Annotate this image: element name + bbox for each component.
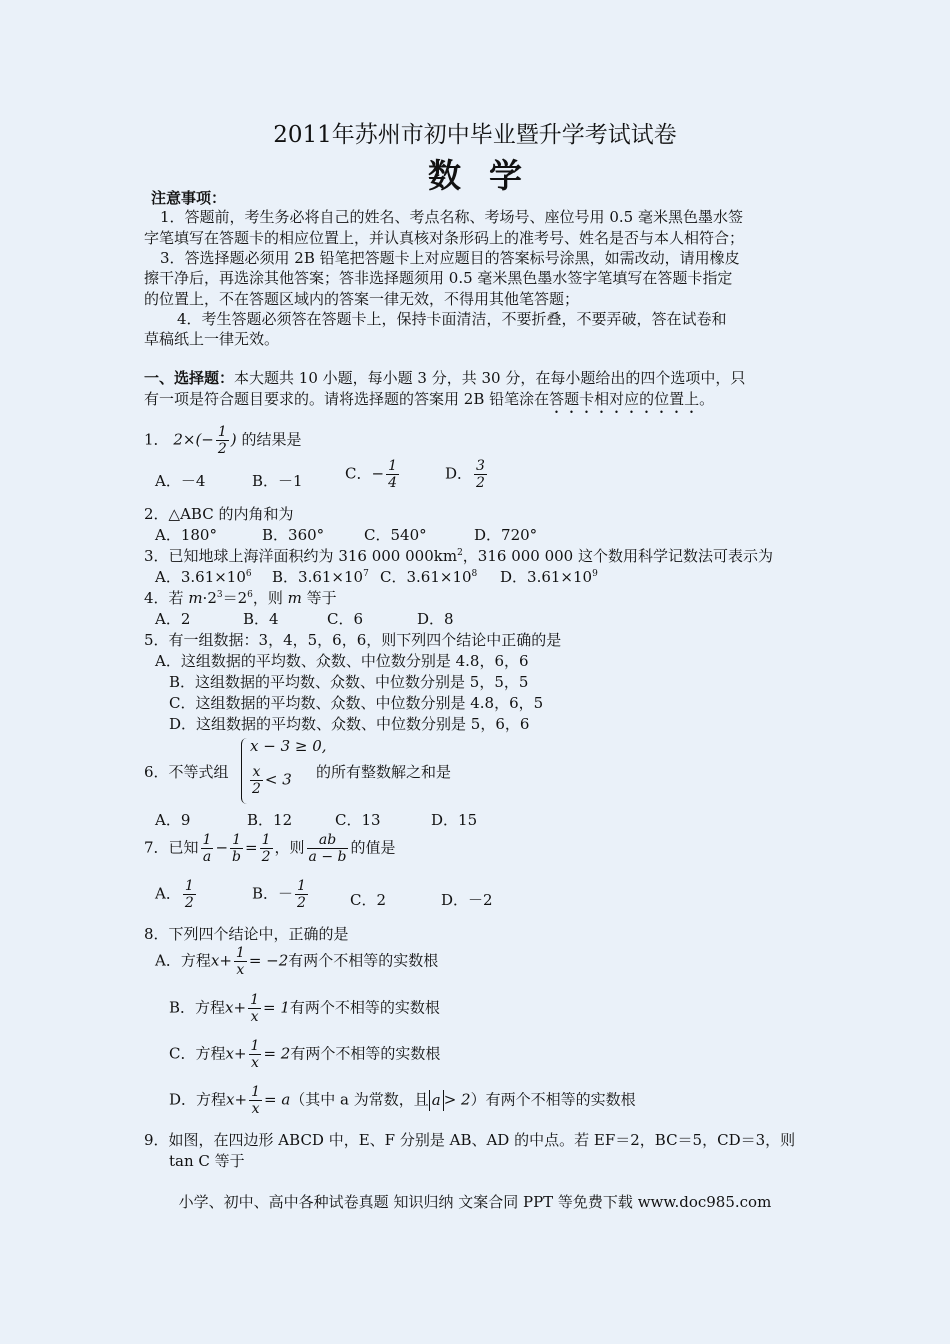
notice-line: 3．答选择题必须用 2B 铅笔把答题卡上对应题目的答案标号涂黑，如需改动，请用橡皮	[160, 249, 740, 267]
question-4-option-d: D．8	[417, 610, 454, 628]
question-5-option-b: B．这组数据的平均数、众数、中位数分别是 5，5，5	[169, 673, 529, 691]
question-8-option-c: C．方程x+ $\frac{1}{x}$ = 2有两个不相等的实数根	[169, 1038, 441, 1071]
notice-line: 1．答题前，考生务必将自己的姓名、考点名称、考场号、座位号用 0.5 毫米黑色墨水签	[160, 208, 743, 226]
question-3-option-d: D．$3.61\times 10^9$	[500, 568, 598, 586]
section1-line2: 有一项是符合题目要求的。请将选择题的答案用 2B 铅笔涂在答题卡相对应的位置上。	[144, 390, 715, 408]
question-3-option-c: C．$3.61\times 10^8$	[380, 568, 478, 586]
question-4-option-b: B．4	[243, 610, 279, 628]
question-6-stem: 6．不等式组	[144, 763, 229, 781]
question-8-option-b: B．方程x+ $\frac{1}{x}$ = 1有两个不相等的实数根	[169, 992, 440, 1025]
notice-line: 草稿纸上一律无效。	[144, 330, 280, 348]
question-7-option-d: D．－2	[441, 891, 493, 909]
section1-label: 一、选择题：	[144, 369, 235, 387]
question-7-option-a: A． $\frac{1}{2}$	[155, 878, 194, 911]
footer-text: 小学、初中、高中各种试卷真题 知识归纳 文案合同 PPT 等免费下载 www.doc985.com	[178, 1193, 772, 1211]
question-8-option-a: A．方程x+ $\frac{1}{x}$ = −2有两个不相等的实数根	[155, 945, 439, 978]
question-4-option-a: A．2	[155, 610, 191, 628]
inequality-1: x − 3 ≥ 0,	[250, 737, 327, 755]
question-1-option-d: D． $\frac{3}{2}$	[445, 458, 485, 491]
question-8-stem: 8．下列四个结论中，正确的是	[144, 925, 349, 943]
question-7-option-b: B．－ $\frac{1}{2}$	[252, 878, 306, 911]
question-2-stem: 2．△ABC 的内角和为	[144, 505, 294, 523]
question-5-option-a: A．这组数据的平均数、众数、中位数分别是 4.8，6，6	[155, 652, 529, 670]
question-2-option-d: D．720°	[474, 526, 538, 544]
question-4-option-c: C．6	[327, 610, 364, 628]
inequality-brace	[241, 738, 250, 804]
question-6-option-c: C．13	[335, 811, 381, 829]
question-7-stem: 7．已知 $\frac{1}{a}$ − $\frac{1}{b}$ = $\frac{1}{2}$ ，则 $\frac{ab}{a - b}$ 的值是	[144, 832, 396, 865]
notice-line: 的位置上，不在答题区域内的答案一律无效，不得用其他笔答题；	[144, 290, 580, 308]
question-5-option-c: C．这组数据的平均数、众数、中位数分别是 4.8，6，5	[169, 694, 544, 712]
question-5-option-d: D．这组数据的平均数、众数、中位数分别是 5，6，6	[169, 715, 530, 733]
notice-line: 字笔填写在答题卡的相应位置上，并认真核对条形码上的准考号、姓名是否与本人相符合；	[144, 229, 745, 247]
exam-title: 2011年苏州市初中毕业暨升学考试试卷	[273, 122, 677, 148]
notice-heading: 注意事项：	[151, 189, 227, 207]
question-1-option-b: B．－1	[252, 472, 303, 490]
notice-line: 擦干净后，再选涂其他答案；答非选择题须用 0.5 毫米黑色墨水签字笔填写在答题卡指定	[144, 269, 733, 287]
subject-title: 数学	[428, 156, 550, 195]
question-1-option-c: C．− $\frac{1}{4}$	[345, 458, 397, 491]
question-2-option-b: B．360°	[262, 526, 325, 544]
question-8-option-d: D．方程x+ $\frac{1}{x}$ = a（其中 a 为常数，且 a > 2）有两个不相等的实数根	[169, 1084, 636, 1117]
question-9-line2: tan C 等于	[169, 1152, 245, 1170]
question-6-option-a: A．9	[155, 811, 191, 829]
question-9-line1: 9．如图，在四边形 ABCD 中，E、F 分别是 AB、AD 的中点。若 EF＝2，BC＝5，CD＝3，则	[144, 1131, 796, 1149]
question-6-option-d: D．15	[431, 811, 478, 829]
question-3-stem: 3．已知地球上海洋面积约为 316 000 $000km^2$，316 000 000 这个数用科学记数法可表示为	[144, 547, 773, 565]
inequality-2: $\frac{x}{2}$ < 3	[252, 764, 292, 797]
question-4-stem: 4．若 $m\cdot 2^3=2^6$，则 m 等于	[144, 589, 337, 607]
question-7-option-c: C．2	[350, 891, 387, 909]
question-3-option-b: B．$3.61\times 10^7$	[272, 568, 369, 586]
notice-line: 4．考生答题必须答在答题卡上，保持卡面清洁，不要折叠，不要弄破，答在试卷和	[177, 310, 727, 328]
question-6-option-b: B．12	[247, 811, 293, 829]
question-3-option-a: A．$3.61\times 10^6$	[155, 568, 252, 586]
emphasis-text: 答题卡相对应的位置上	[549, 390, 700, 408]
section1-line1: 一、选择题：本大题共 10 小题，每小题 3 分，共 30 分，在每小题给出的四个选项中，只	[144, 369, 746, 387]
question-1-option-a: A．－4	[155, 472, 206, 490]
question-6-tail: 的所有整数解之和是	[316, 763, 452, 781]
question-1-stem: 1． 2×(− $\frac{1}{2}$ ) 的结果是	[144, 424, 302, 457]
fraction: $\frac{1}{2}$	[217, 424, 227, 457]
question-5-stem: 5．有一组数据：3，4，5，6，6，则下列四个结论中正确的是	[144, 631, 562, 649]
question-2-option-c: C．540°	[364, 526, 427, 544]
question-2-option-a: A．180°	[155, 526, 217, 544]
